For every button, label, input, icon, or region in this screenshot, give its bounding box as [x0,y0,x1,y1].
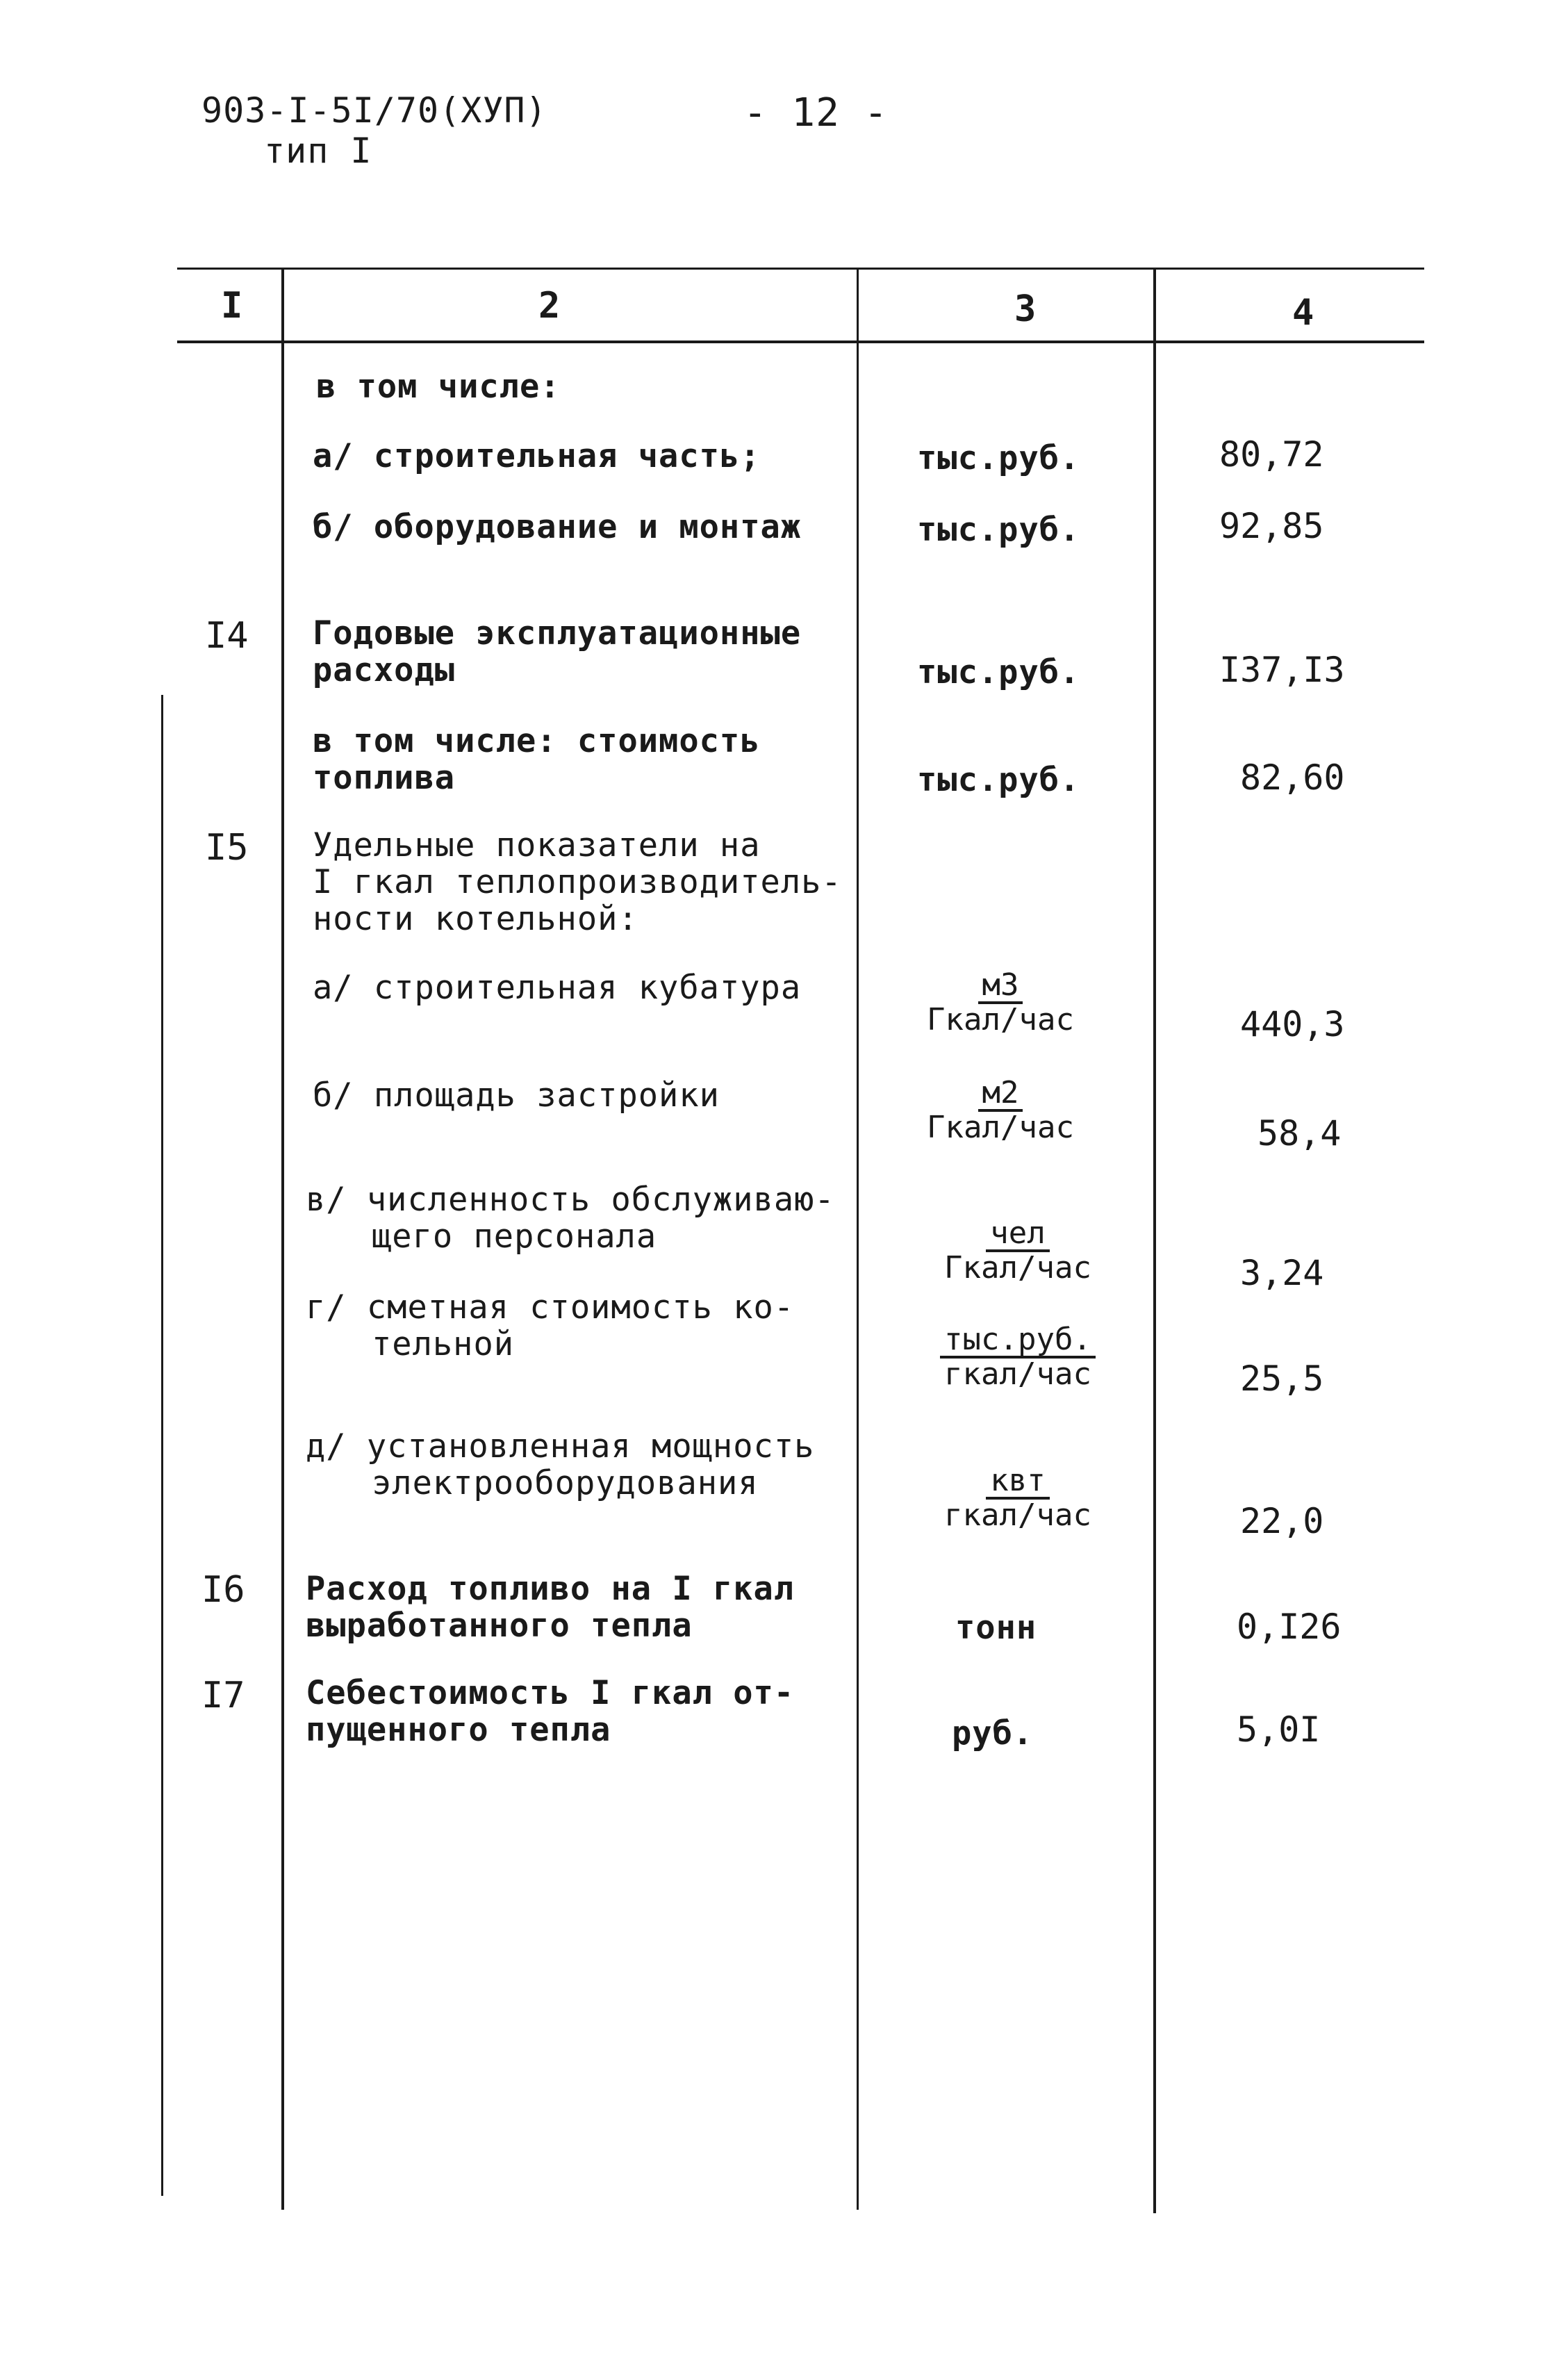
row-15a-label: а/ строительная кубатура [313,969,802,1007]
row-15d-unit-denominator: гкал/час [944,1356,1091,1392]
row-14-unit: тыс.руб. [917,653,1080,691]
row-15c-label-line2: щего персонала [372,1217,657,1256]
table-top-rule [177,268,1424,270]
row-15e-unit [927,1465,1108,1532]
column-divider-3-4 [1153,268,1156,2213]
row-15c-label-line1: в/ численность обслуживаю- [306,1181,835,1219]
row-16-number: I6 [201,1569,245,1611]
row-15d-unit [927,1324,1108,1390]
row-15c-unit-denominator: Гкал/час [944,1250,1091,1286]
row-17-unit: руб. [952,1714,1034,1753]
row-16-label-line2: выработанного тепла [306,1607,693,1645]
column-divider-2-3 [857,268,859,2210]
row-17-label-line2: пущенного тепла [306,1711,611,1749]
row-16-value: 0,I26 [1237,1607,1342,1647]
column-header-4: 4 [1292,292,1314,334]
row-15e-unit-denominator: гкал/час [944,1497,1091,1533]
row-15c-unit [927,1217,1108,1284]
row-15e-unit-numerator: квт [986,1465,1049,1500]
row-13-subheading: в том числе: [316,368,561,406]
row-15-label-line3: ности котельной: [313,900,638,938]
table-left-border [161,695,163,2196]
row-13a-value: 80,72 [1219,434,1324,475]
row-15c-value: 3,24 [1240,1253,1324,1293]
row-13b-value: 92,85 [1219,506,1324,546]
column-header-2: 2 [538,285,561,327]
row-15b-label: б/ площадь застройки [313,1076,720,1115]
row-14-value: I37,I3 [1219,650,1345,690]
row-15-label-line2: I гкал теплопроизводитель- [313,863,842,901]
row-13b-label: б/ оборудование и монтаж [313,508,802,546]
row-14-label-line2: расходы [313,651,456,689]
row-14-label-line1: Годовые эксплуатационные [313,614,802,653]
row-15e-label-line2: электрооборудования [372,1464,759,1502]
row-15b-unit-numerator: м2 [978,1077,1023,1112]
row-17-label-line1: Себестоимость I гкал от- [306,1674,795,1712]
row-13a-unit: тыс.руб. [917,439,1080,477]
column-header-1: I [221,285,243,327]
row-14-fuel-unit: тыс.руб. [917,761,1080,799]
document-code: 903-I-5I/70(ХУП) [201,90,547,131]
row-15a-unit [910,969,1091,1036]
table-header-rule [177,340,1424,343]
row-13a-label: а/ строительная часть; [313,437,761,475]
row-15d-label-line1: г/ сметная стоимость ко- [306,1288,795,1327]
row-15-label-line1: Удельные показатели на [313,826,761,864]
row-15c-unit-numerator: чел [986,1217,1049,1252]
row-15b-unit-denominator: Гкал/час [927,1110,1074,1145]
row-16-unit: тонн [955,1609,1037,1647]
row-15e-value: 22,0 [1240,1501,1324,1541]
row-15d-value: 25,5 [1240,1359,1324,1399]
row-14-fuel-label-line2: топлива [313,759,456,797]
row-14-number: I4 [205,615,249,657]
page-number: - 12 - [743,90,889,136]
row-17-number: I7 [201,1675,245,1716]
row-14-fuel-value: 82,60 [1240,757,1345,798]
row-15a-unit-denominator: Гкал/час [927,1002,1074,1037]
document-type: тип I [264,131,372,171]
column-header-3: 3 [1014,288,1037,330]
row-14-fuel-label-line1: в том числе: стоимость [313,722,761,760]
row-13b-unit: тыс.руб. [917,511,1080,549]
row-15a-value: 440,3 [1240,1004,1345,1044]
row-15b-unit [910,1077,1091,1144]
column-divider-1-2 [281,268,284,2210]
row-17-value: 5,0I [1237,1709,1321,1750]
row-16-label-line1: Расход топливо на I гкал [306,1570,795,1608]
row-15d-label-line2: тельной [372,1325,515,1363]
row-15b-value: 58,4 [1257,1113,1342,1154]
row-15d-unit-numerator: тыс.руб. [940,1324,1096,1359]
row-15e-label-line1: д/ установленная мощность [306,1427,815,1466]
row-15a-unit-numerator: м3 [978,969,1023,1004]
row-15-number: I5 [205,827,249,869]
